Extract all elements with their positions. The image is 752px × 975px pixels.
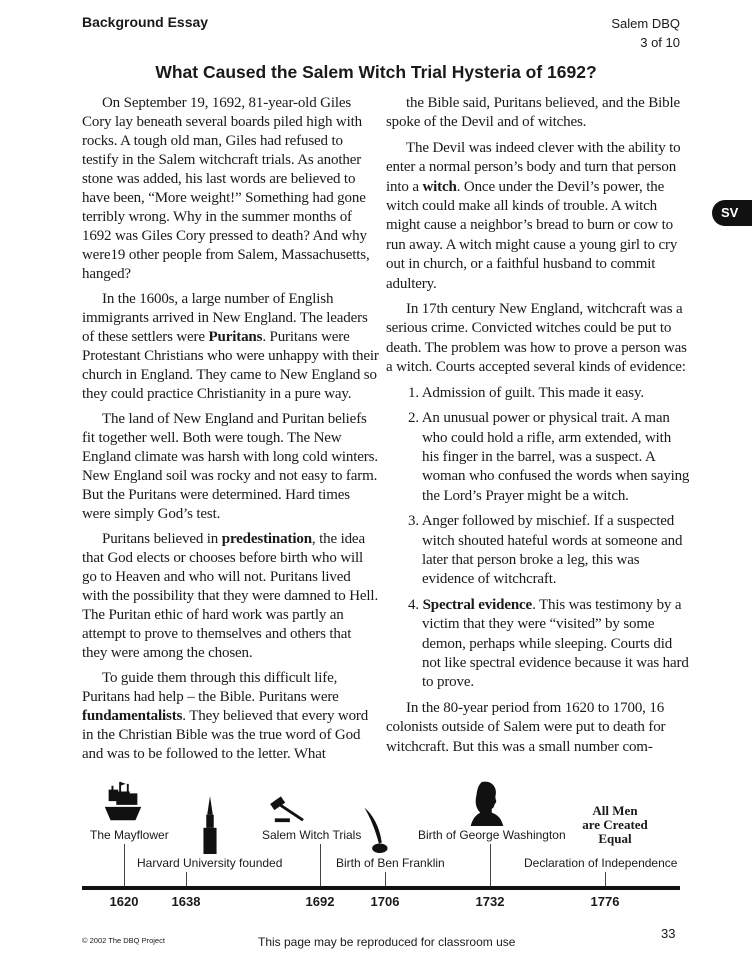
timeline-year: 1776 — [590, 894, 620, 909]
copyright: © 2002 The DBQ Project — [82, 936, 165, 945]
timeline-axis — [82, 886, 680, 890]
text-run: . They believed that every word in the Christian Bible was the true word of God and was to be followed to the letter. What — [82, 708, 369, 762]
washington-silhouette-icon — [468, 780, 504, 826]
page-number: 33 — [661, 926, 676, 941]
text-run: 4. — [408, 596, 423, 613]
timeline-event-label: Birth of Ben Franklin — [336, 856, 445, 870]
paragraph — [386, 699, 690, 757]
quote-line: Equal — [598, 831, 632, 846]
sv-tab: SV — [712, 200, 752, 226]
paragraph — [386, 139, 690, 294]
text-run: . This was testimony by a victim that they were “visited” by some demon, perhaps while sleeping. Courts did not like spectral evidence because it was hard to prove. — [422, 596, 689, 691]
timeline-tick — [490, 844, 491, 886]
text-run: the Bible said, Puritans believed, and the Bible spoke of the Devil and of witches. — [386, 95, 680, 131]
timeline-year: 1706 — [370, 894, 400, 909]
timeline-event-label: The Mayflower — [90, 828, 169, 842]
timeline-tick — [186, 872, 187, 886]
text-run: To guide them through this difficult life, Puritans had help – the Bible. Puritans were — [82, 670, 339, 705]
timeline-event-label: Harvard University founded — [137, 856, 283, 870]
key-term: predestination — [221, 531, 312, 547]
text-run: 2. An unusual power or physical trait. A man who could hold a rifle, arm extended, with his finger in the barrel, was a suspect. A woman who confused the words when saying the Lord’s Prayer might be a witch. — [408, 410, 690, 504]
text-run: , the idea that God elects or chooses before birth who will go to Heaven and who will not. Puritans lived with the possibility that they were damned to Hell. The Puritan ethic of hard work was partly an attempt to prove to themselves and others that they were among the chosen. — [82, 531, 379, 661]
ship-icon — [100, 780, 146, 826]
evidence-item — [386, 512, 690, 590]
timeline-tick — [385, 872, 386, 886]
key-term: Spectral evidence — [422, 596, 533, 613]
text-run: . Puritans were Protestant Christians who were unhappy with their church in England. They came to New England so they could practice Christianity in a pure way. — [82, 329, 379, 402]
text-run: In 17th century New England, witchcraft was a serious crime. Convicted witches could be put to death. The problem was how to prove a person was a witch. Courts accepted several kinds of evidence: — [386, 301, 687, 376]
page-title: What Caused the Salem Witch Trial Hysteria of 1692? — [155, 62, 597, 82]
section-label: Background Essay — [82, 14, 209, 30]
evidence-item — [386, 596, 690, 693]
text-run: Puritans believed in — [102, 531, 222, 547]
paragraph — [386, 94, 690, 133]
timeline-tick — [605, 872, 606, 886]
timeline-tick — [124, 844, 125, 886]
text-run: The land of New England and Puritan beliefs fit together well. Both were tough. The New England climate was harsh with long cold winters. New England soil was rocky and not easy to farm. But the Puritans were determined. Hard times were simply God’s test. — [82, 411, 378, 522]
key-term: fundamentalists — [82, 708, 183, 724]
key-term: Puritans — [208, 329, 263, 345]
paragraph — [82, 669, 380, 764]
quote-line: are Created — [582, 817, 648, 832]
page-count: 3 of 10 — [640, 35, 680, 50]
timeline-year: 1620 — [109, 894, 139, 909]
text-run: On September 19, 1692, 81-year-old Giles Cory lay beneath several boards piled high with rocks. A tough old man, Giles had refused to testify in the Salem witchcraft trials. As another stone was added, his last words are believed to have been, “More weight!” Something had gone terribly wrong. Why in the summer months of 1692 was Giles Cory pressed to death? And why were19 other people from Salem, Massachusetts, hanged? — [82, 95, 370, 282]
text-run: 1. Admission of guilt. This made it easy. — [408, 384, 644, 401]
key-term: witch — [422, 178, 457, 195]
timeline-event-label: Declaration of Independence — [524, 856, 678, 870]
text-run: In the 80-year period from 1620 to 1700, 16 colonists outside of Salem were put to death for witchcraft. But this was a small number com- — [386, 699, 666, 755]
quote-line: All Men — [592, 803, 638, 818]
timeline-tick — [320, 844, 321, 886]
paragraph — [386, 300, 690, 378]
paragraph — [82, 530, 380, 663]
timeline-year: 1732 — [475, 894, 505, 909]
paragraph — [82, 94, 380, 284]
quill-icon — [362, 806, 390, 854]
timeline-year: 1638 — [171, 894, 201, 909]
gavel-icon — [268, 792, 308, 824]
page-header-right — [611, 14, 680, 52]
essay-left-column — [82, 94, 380, 770]
timeline-event-label: Birth of George Washington — [418, 828, 566, 842]
evidence-list — [386, 384, 690, 693]
reproduction-notice: This page may be reproduced for classroom use — [258, 935, 516, 949]
text-run: The Devil was indeed clever with the ability to enter a normal person’s body and turn that person into a — [386, 139, 681, 195]
paragraph — [82, 290, 380, 404]
essay-right-column — [386, 94, 690, 763]
declaration-quote — [580, 804, 650, 846]
text-run: 3. Anger followed by mischief. If a suspected witch shouted hateful words at someone and later that person broke a leg, this was evidence of witchcraft. — [408, 513, 683, 588]
timeline-event-label: Salem Witch Trials — [262, 828, 362, 842]
evidence-item — [386, 384, 690, 403]
timeline-year: 1692 — [305, 894, 335, 909]
unit-name: Salem DBQ — [611, 16, 680, 31]
evidence-item — [386, 409, 690, 506]
text-run: In the 1600s, a large number of English immigrants arrived in New England. The leaders of these settlers were — [82, 291, 368, 345]
text-run: . Once under the Devil’s power, the witch could make all kinds of trouble. A witch might cause a neighbor’s bread to burn or cow to run away. A witch might cause a young girl to cry out in church, or a faithful husband to commit adultery. — [386, 178, 678, 292]
paragraph — [82, 410, 380, 524]
steeple-icon — [198, 796, 222, 854]
